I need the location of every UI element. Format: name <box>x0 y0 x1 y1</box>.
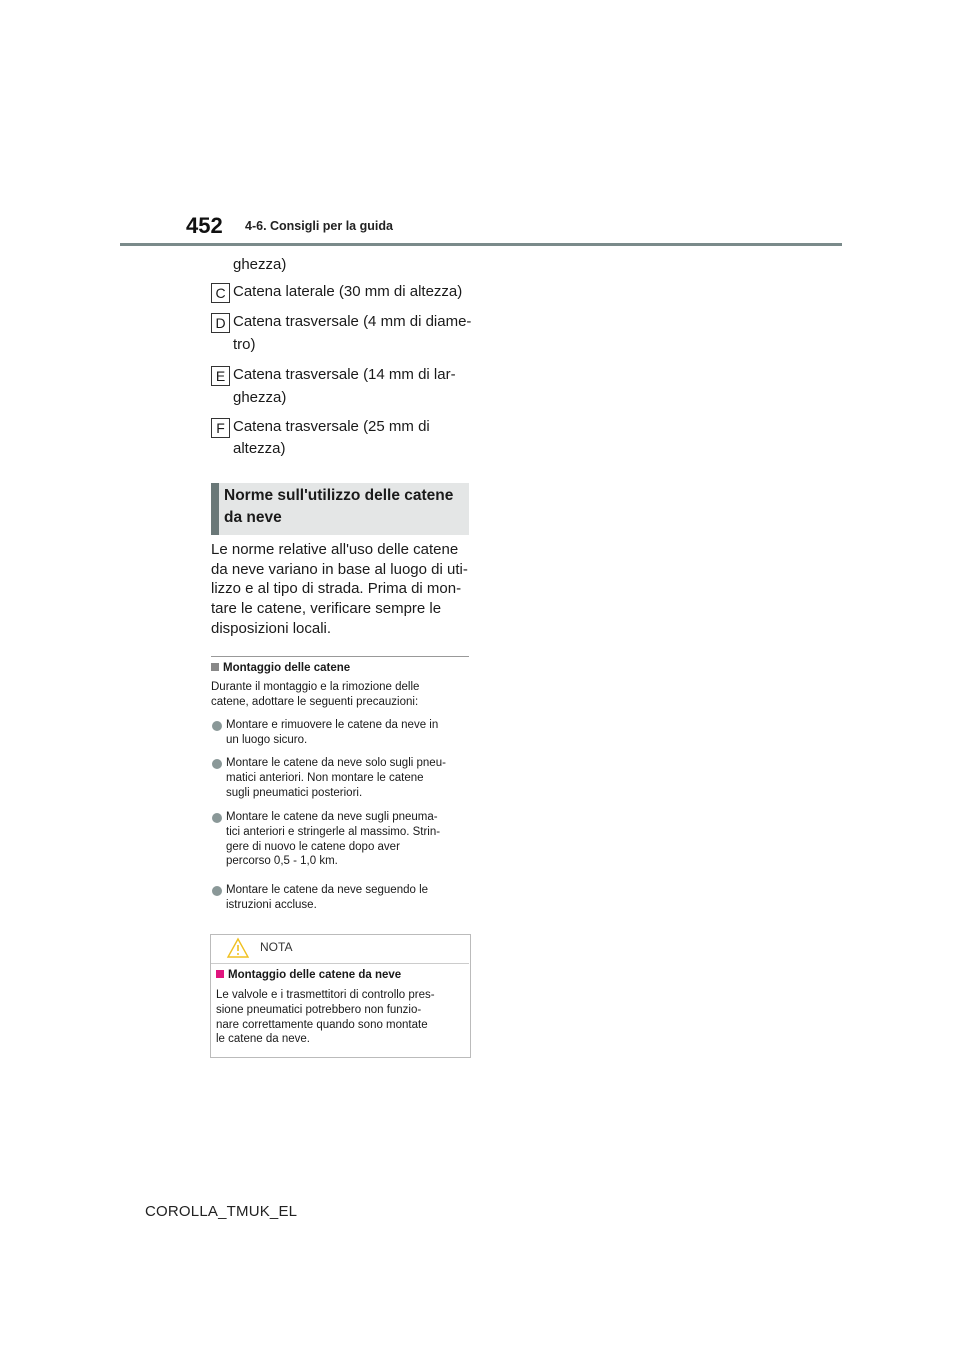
section-heading-line1: Norme sull'utilizzo delle catene <box>224 487 454 504</box>
nota-label: NOTA <box>260 940 293 954</box>
nota-title <box>216 968 401 983</box>
paragraph-line: lizzo e al tipo di strada. Prima di mon- <box>211 580 462 598</box>
header-divider <box>120 243 842 246</box>
bullet-dot-icon <box>212 886 222 896</box>
bullet-line: gere di nuovo le catene dopo aver <box>226 840 400 853</box>
list-item-e-text: Catena trasversale (14 mm di lar- <box>233 366 456 383</box>
nota-line: le catene da neve. <box>216 1033 310 1046</box>
warning-triangle-icon <box>226 937 250 959</box>
letter-d-label: D <box>211 313 230 333</box>
mounting-intro-line: Durante il montaggio e la rimozione delle <box>211 681 420 693</box>
bullet-line: percorso 0,5 - 1,0 km. <box>226 855 338 868</box>
paragraph-line: Le norme relative all'uso delle catene <box>211 541 459 558</box>
letter-f-label: F <box>211 418 230 438</box>
bullet-line: istruzioni accluse. <box>226 898 317 911</box>
list-item-f-text: Catena trasversale (25 mm di <box>233 418 430 435</box>
nota-line: sione pneumatici potrebbero non funzio- <box>216 1003 422 1016</box>
bullet-line: Montare le catene da neve seguendo le <box>226 884 429 896</box>
list-item-f-text-cont: altezza) <box>233 440 286 457</box>
list-item-e-text-cont: ghezza) <box>233 389 287 406</box>
nota-line: nare correttamente quando sono montate <box>216 1018 428 1031</box>
mounting-intro-line: catene, adottare le seguenti precauzioni: <box>211 695 419 708</box>
letter-c-label: C <box>211 283 230 303</box>
section-title: 4-6. Consigli per la guida <box>245 219 393 233</box>
section-heading <box>224 485 464 529</box>
mounting-title-text: Montaggio delle catene <box>223 662 351 674</box>
bullet-dot-icon <box>212 759 222 769</box>
list-item-c-text: Catena laterale (30 mm di altezza) <box>233 283 463 300</box>
pink-square-icon <box>216 970 224 978</box>
bullet-dot-icon <box>212 721 222 731</box>
page-number: 452 <box>186 213 223 238</box>
mounting-title <box>211 661 350 676</box>
subsection-divider <box>211 656 469 657</box>
bullet-line: sugli pneumatici posteriori. <box>226 786 363 799</box>
footer-code: COROLLA_TMUK_EL <box>145 1203 298 1220</box>
list-continuation: ghezza) <box>233 256 287 273</box>
paragraph-line: tare le catene, verificare sempre le <box>211 600 442 618</box>
paragraph-line: disposizioni locali. <box>211 619 332 637</box>
intro-paragraph <box>211 540 471 639</box>
nota-divider <box>211 963 469 964</box>
bullet-dot-icon <box>212 813 222 823</box>
paragraph-line: da neve variano in base al luogo di uti- <box>211 560 468 578</box>
bullet-line: Montare le catene da neve solo sugli pneu- <box>226 757 446 769</box>
square-bullet-icon <box>211 663 219 671</box>
list-item-d-text: Catena trasversale (4 mm di diame- <box>233 313 472 330</box>
bullet-line: Montare le catene da neve sugli pneuma- <box>226 811 438 823</box>
letter-e-label: E <box>211 366 230 386</box>
list-item <box>226 756 470 800</box>
bullet-line: tici anteriori e stringerle al massimo. Strin- <box>226 825 441 838</box>
bullet-line: un luogo sicuro. <box>226 733 308 746</box>
mounting-intro <box>211 680 469 710</box>
list-item <box>226 810 470 869</box>
bullet-line: matici anteriori. Non montare le catene <box>226 771 424 784</box>
nota-title-text: Montaggio delle catene da neve <box>228 969 402 981</box>
section-heading-bar <box>211 483 219 535</box>
list-item <box>226 883 470 913</box>
section-heading-line2: da neve <box>224 509 282 526</box>
list-item <box>226 718 470 748</box>
nota-body <box>216 988 466 1047</box>
list-item-d-text-cont: tro) <box>233 336 256 353</box>
nota-line: Le valvole e i trasmettitori di controllo pres- <box>216 989 435 1001</box>
bullet-line: Montare e rimuovere le catene da neve in <box>226 719 439 731</box>
